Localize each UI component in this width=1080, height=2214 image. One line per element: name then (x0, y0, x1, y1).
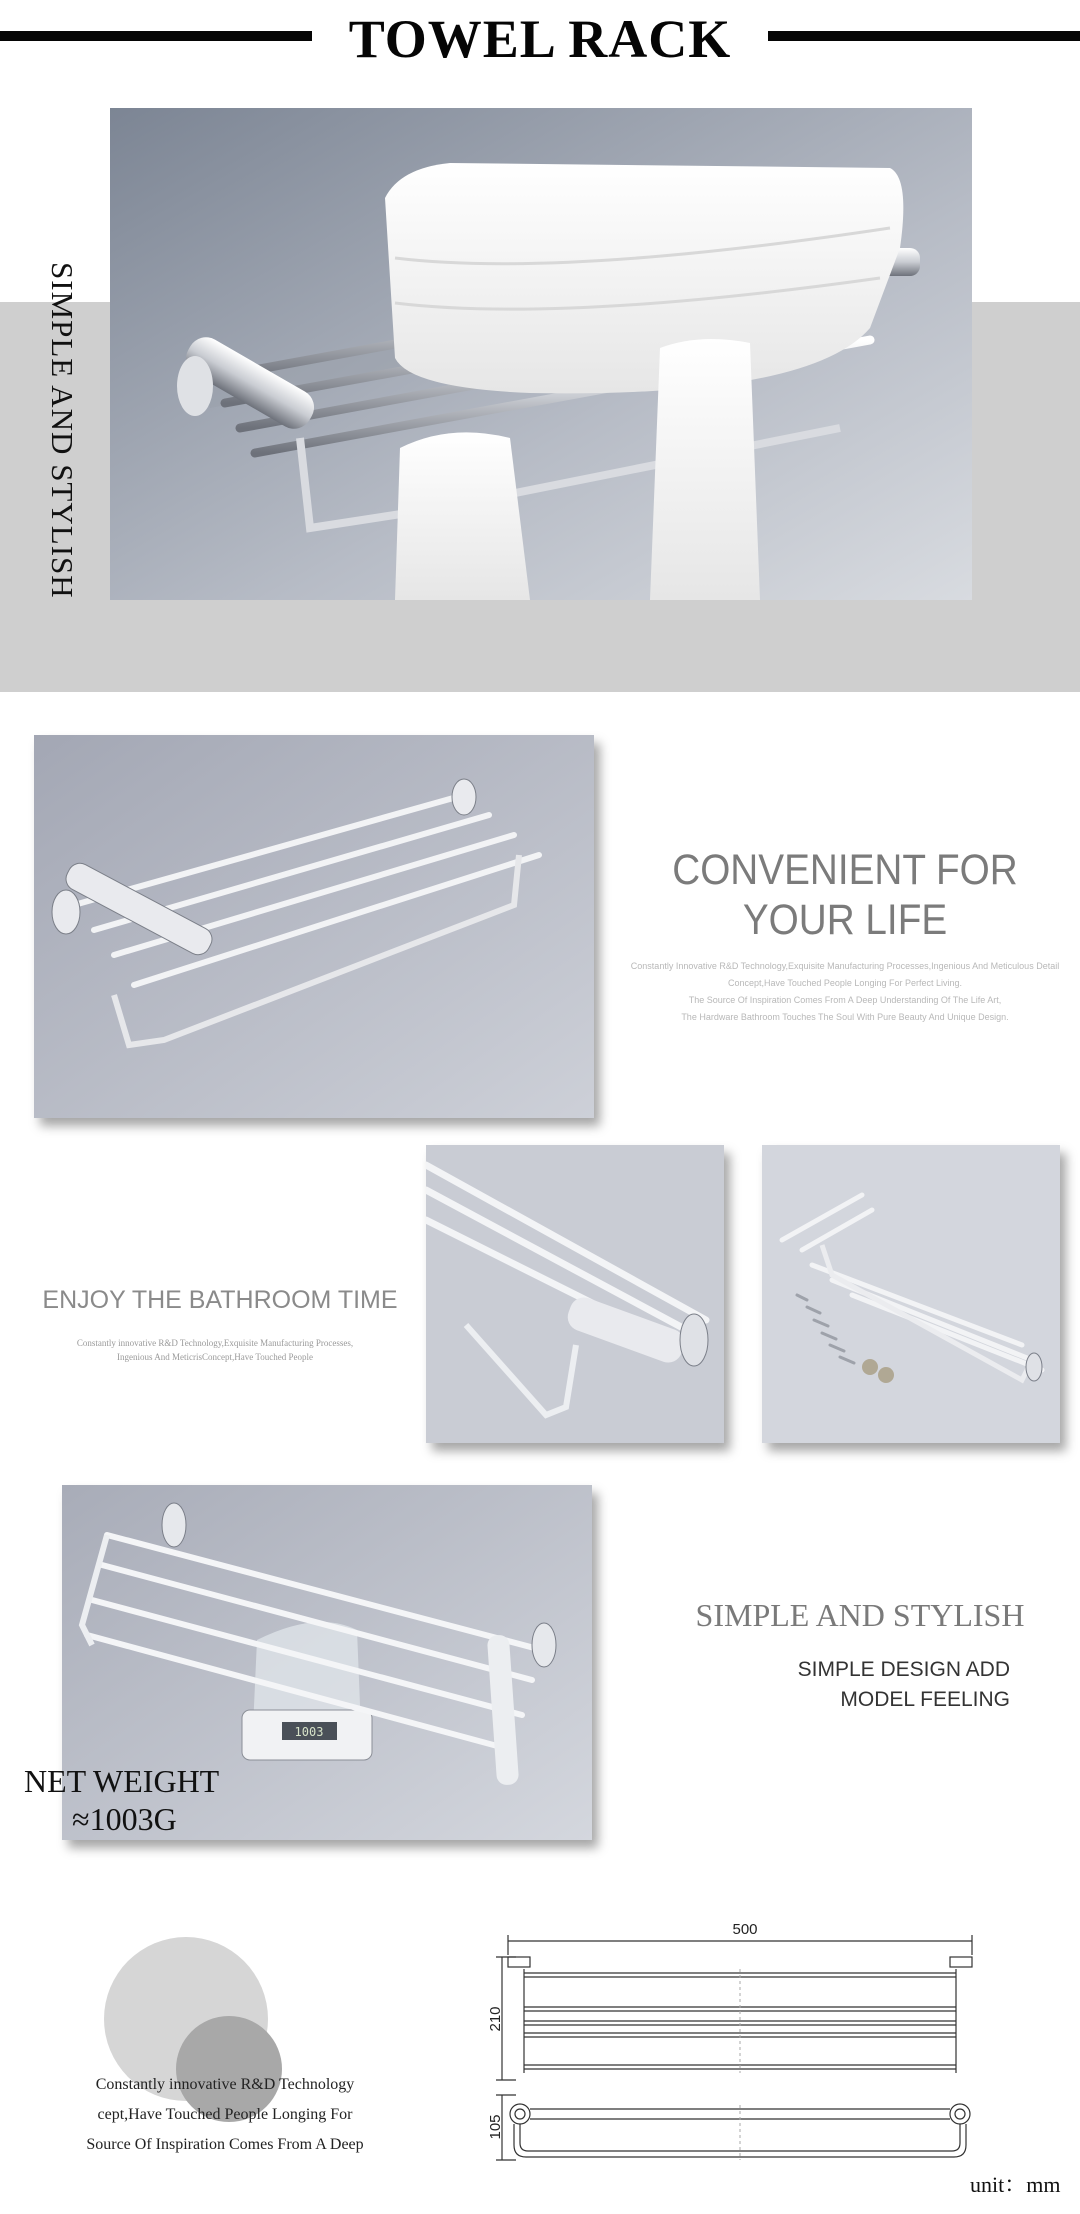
stylish-title: SIMPLE AND STYLISH (695, 1597, 1025, 1633)
stylish-sub-line2: MODEL FEELING (840, 1688, 1010, 1711)
rack-photo-detail (426, 1145, 724, 1443)
convenient-desc-line: The Hardware Bathroom Touches The Soul With Pure Beauty And Unique Design. (681, 1012, 1009, 1022)
bottom-desc-line: Source Of Inspiration Comes From A Deep (86, 2136, 364, 2153)
bottom-desc-line: Constantly innovative R&D Technology (95, 2076, 355, 2093)
net-weight-value: ≈1003G (72, 1801, 177, 1837)
scale-readout: 1003 (294, 1725, 324, 1739)
header-line-left (0, 31, 312, 41)
convenient-title-line2: YOUR LIFE (742, 896, 948, 944)
rack-photo-convenient (34, 735, 594, 1118)
bottom-desc-line: cept,Have Touched People Longing For (97, 2106, 353, 2123)
dimension-diagram (470, 1915, 990, 2175)
enjoy-title: ENJOY THE BATHROOM TIME (42, 1286, 398, 1314)
stylish-subtitle (760, 1655, 1050, 1715)
rack-illustration-closeup (426, 1145, 724, 1443)
header-line-right (768, 31, 1080, 41)
hero-photo-illustration (110, 108, 972, 600)
dimension-height-label: 210 (487, 2006, 504, 2032)
convenient-desc-line: Concept,Have Touched People Longing For Perfect Living. (728, 978, 962, 988)
net-weight-label (24, 1762, 264, 1838)
dimension-depth-label: 105 (487, 2114, 504, 2140)
convenient-desc-line: The Source Of Inspiration Comes From A Deep Understanding Of The Life Art, (688, 995, 1002, 1005)
enjoy-desc-line: Constantly innovative R&D Technology,Exquisite Manufacturing Processes, (76, 1338, 354, 1348)
page-title: TOWEL RACK (348, 9, 732, 69)
convenient-description (620, 958, 1070, 1026)
convenient-title-line1: CONVENIENT FOR (672, 846, 1018, 894)
unit-label: unit：mm (970, 2172, 1061, 2197)
convenient-title (643, 845, 1048, 945)
rack-illustration-front (34, 735, 594, 1118)
bottom-description (60, 2070, 390, 2160)
net-weight-line1: NET WEIGHT (24, 1763, 220, 1799)
stylish-sub-line1: SIMPLE DESIGN ADD (797, 1658, 1010, 1681)
rack-illustration-with-screws (762, 1145, 1060, 1443)
enjoy-desc-line: Ingenious And MeticrisConcept,Have Touched People (117, 1352, 313, 1362)
dimension-width-label: 500 (732, 1921, 758, 1938)
rack-photo-accessories (762, 1145, 1060, 1443)
dimension-drawing (470, 1915, 990, 2175)
hero-vertical-label: SIMPLE AND STYLISH (45, 261, 80, 599)
convenient-desc-line: Constantly Innovative R&D Technology,Exquisite Manufacturing Processes,Ingenious And Meticulous Detail (630, 961, 1060, 971)
enjoy-description (40, 1336, 390, 1364)
hero-photo (110, 108, 972, 600)
